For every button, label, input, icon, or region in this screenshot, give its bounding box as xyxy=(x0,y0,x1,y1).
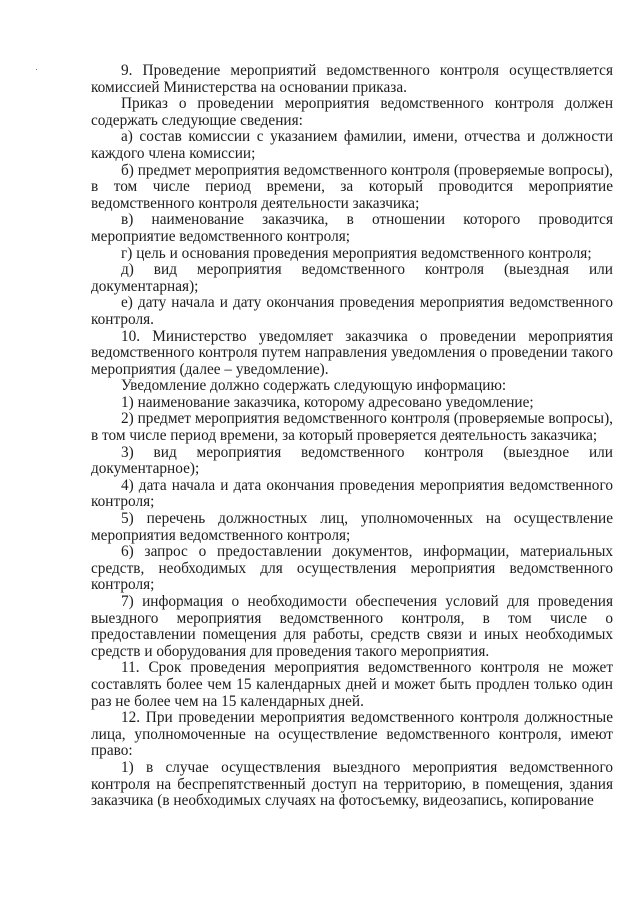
rights-item-1: 1) в случае осуществления выездного мероприятия ведомственного контроля на беспрепятственный доступ на территорию, в помещения, здания заказчика (в необходимых случаях на фотосъемку, видеозапись, копирование xyxy=(91,758,613,810)
notice-item-5: 5) перечень должностных лиц, уполномоченных на осуществление мероприятия ведомственного контроля; xyxy=(91,510,613,544)
paragraph-11: 11. Срок проведения мероприятия ведомственного контроля не может составлять более чем 15 календарных дней и может быть продлен только один раз не более чем на 15 календарных дней. xyxy=(91,659,613,710)
order-item-b: б) предмет мероприятия ведомственного контроля (проверяемые вопросы), в том числе период времени, за который проводится мероприятие ведомственного контроля деятельности заказчика; xyxy=(91,161,613,212)
notice-item-6: 6) запрос о предоставлении документов, информации, материальных средств, необходимых для осуществления мероприятия ведомственного контроля; xyxy=(91,543,613,594)
paragraph-9: 9. Проведение мероприятий ведомственного контроля осуществляется комиссией Министерства на основании приказа. xyxy=(91,62,613,96)
document-page xyxy=(91,63,613,810)
notice-item-1: 1) наименование заказчика, которому адресовано уведомление; xyxy=(121,393,534,411)
paragraph-order-intro: Приказ о проведении мероприятия ведомственного контроля должен содержать следующие сведения: xyxy=(91,95,613,129)
paragraph-notice-intro: Уведомление должно содержать следующую информацию: xyxy=(121,377,507,395)
notice-item-4: 4) дата начала и дата окончания проведения мероприятия ведомственного контроля; xyxy=(91,476,613,511)
order-item-a: а) состав комиссии с указанием фамилии, имени, отчества и должности каждого члена комиссии; xyxy=(91,128,613,162)
paragraph-12: 12. При проведении мероприятия ведомственного контроля должностные лица, уполномоченные на осуществление ведомственного контроля, имеют право: xyxy=(91,709,613,760)
notice-item-7: 7) информация о необходимости обеспечения условий для проведения выездного мероприятия ведомственного контроля, в том числе о предоставлении помещения для работы, средств связи и иных необходимых средств и оборудования для проведения такого мероприятия. xyxy=(91,593,613,660)
order-item-d: д) вид мероприятия ведомственного контроля (выездная или документарная); xyxy=(91,261,613,295)
order-item-e: е) дату начала и дату окончания проведения мероприятия ведомственного контроля. xyxy=(91,294,613,328)
scan-speck xyxy=(36,69,37,70)
notice-item-3: 3) вид мероприятия ведомственного контроля (выездное или документарное); xyxy=(91,443,613,478)
paragraph-10: 10. Министерство уведомляет заказчика о проведении мероприятия ведомственного контроля путем направления уведомления о проведении такого мероприятия (далее – уведомление). xyxy=(91,327,613,378)
order-item-g: г) цель и основания проведения мероприятия ведомственного контроля; xyxy=(121,244,592,262)
order-item-v: в) наименование заказчика, в отношении которого проводится мероприятие ведомственного контроля; xyxy=(91,211,613,245)
notice-item-2: 2) предмет мероприятия ведомственного контроля (проверяемые вопросы), в том числе период времени, за который проверяется деятельность заказчика; xyxy=(91,410,613,445)
